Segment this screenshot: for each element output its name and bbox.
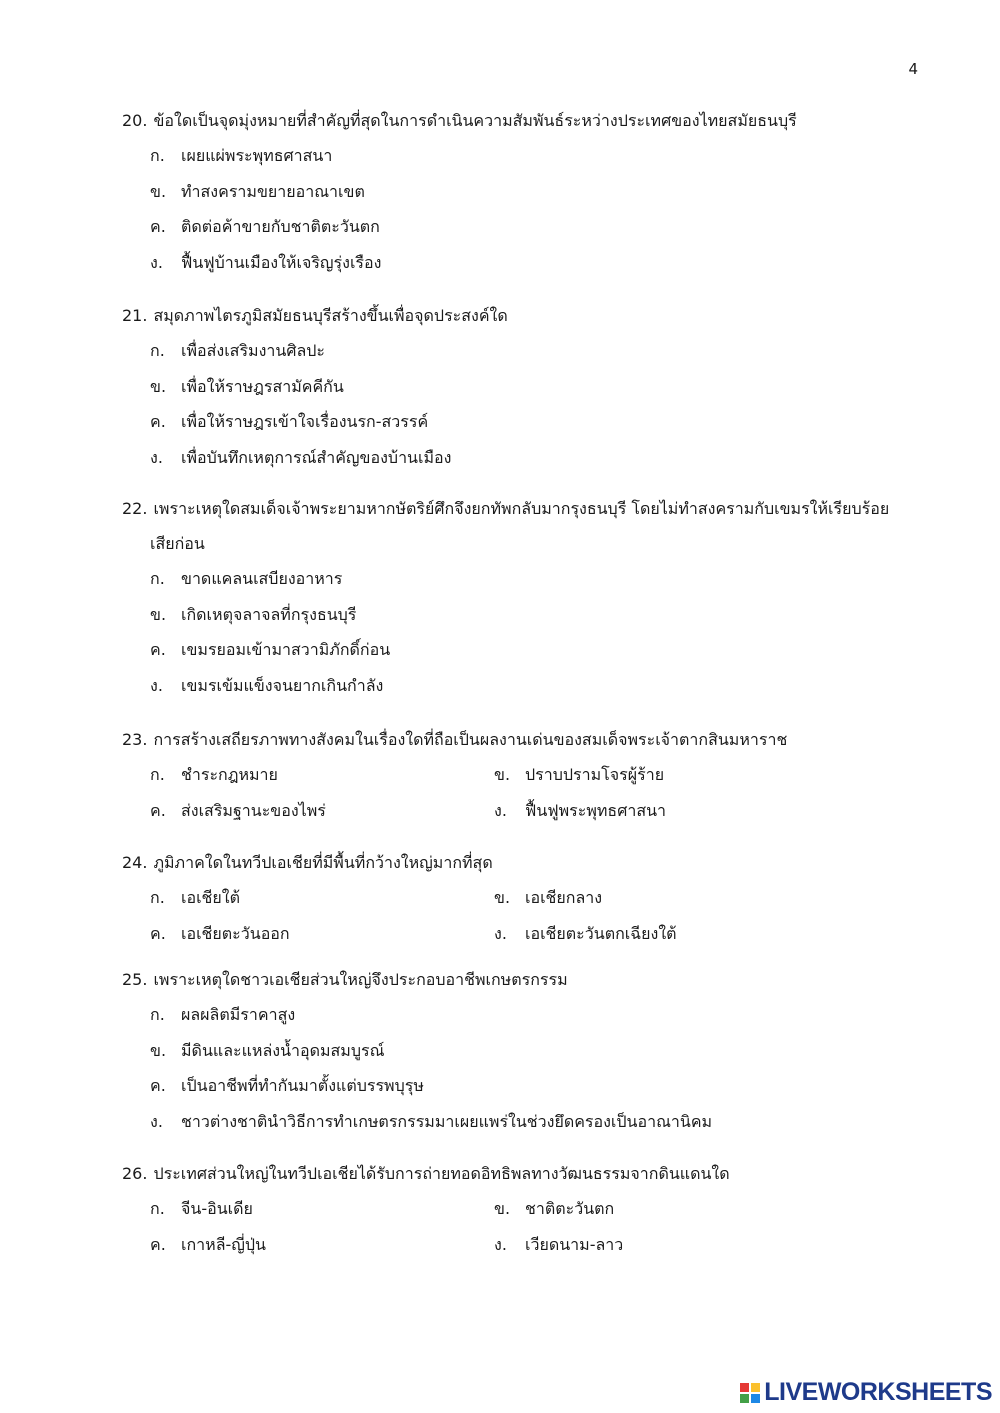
option [150, 1227, 494, 1262]
question-number: 23. [122, 730, 148, 749]
option [494, 1227, 838, 1262]
logo-square [751, 1383, 760, 1392]
option-letter: ข. [150, 604, 167, 624]
question-22 [122, 491, 922, 703]
option-text: เกิดเหตุจลาจลที่กรุงธนบุรี [181, 604, 357, 624]
option [150, 404, 922, 440]
option [150, 209, 922, 245]
option-text: ชำระกฎหมาย [181, 765, 278, 785]
question-number: 22. [122, 499, 148, 518]
option-text: เขมรยอมเข้ามาสวามิภักดิ์ก่อน [181, 640, 391, 660]
option-letter: ก. [150, 1005, 165, 1025]
question-26 [122, 1156, 922, 1262]
option [150, 561, 922, 597]
question-20 [122, 103, 922, 280]
question-number: 21. [122, 306, 148, 325]
question-number: 24. [122, 853, 148, 872]
option [150, 138, 922, 174]
question-number: 25. [122, 970, 148, 989]
option-letter: ง. [150, 447, 163, 467]
option-letter: ก. [150, 569, 165, 589]
option-letter: ข. [494, 765, 511, 785]
option [494, 916, 838, 951]
option-letter: ค. [150, 1234, 166, 1254]
option-letter: ข. [150, 1040, 167, 1060]
option-text: เอเชียใต้ [181, 888, 240, 908]
question-24 [122, 845, 922, 951]
option-letter: ข. [150, 376, 167, 396]
question-text: ประเทศส่วนใหญ่ในทวีปเอเชียได้รับการถ่ายทอดอิทธิพลทางวัฒนธรรมจากดินแดนใด [153, 1164, 730, 1183]
option [150, 333, 922, 369]
option-letter: ค. [150, 640, 166, 660]
option-letter: ก. [150, 341, 165, 361]
option-text: เอเชียกลาง [525, 888, 603, 908]
option-letter: ง. [150, 252, 163, 272]
option-text: ชาติตะวันตก [525, 1199, 615, 1219]
option-text: เอเชียตะวันออก [181, 923, 290, 943]
logo-text: LIVEWORKSHEETS [764, 1378, 992, 1406]
option-text: ส่งเสริมฐานะของไพร่ [181, 800, 326, 820]
option-row [150, 880, 922, 916]
question-text: เพราะเหตุใดชาวเอเชียส่วนใหญ่จึงประกอบอาชีพเกษตรกรรม [153, 970, 568, 989]
option-letter: ข. [494, 888, 511, 908]
option [150, 757, 494, 792]
option-text: มีดินและแหล่งน้ำอุดมสมบูรณ์ [181, 1040, 385, 1060]
question-text: เพราะเหตุใดสมเด็จเจ้าพระยามหากษัตริย์ศึกจึงยกทัพกลับมากรุงธนบุรี โดยไม่ทำสงครามกับเขมรให้เรียบร้อย [153, 499, 890, 518]
option [150, 1033, 922, 1069]
option [494, 793, 838, 828]
question-number: 20. [122, 111, 148, 130]
option-letter: ง. [494, 923, 507, 943]
question-text: ภูมิภาคใดในทวีปเอเชียที่มีพื้นที่กว้างใหญ่มากที่สุด [153, 853, 493, 872]
option-text: เป็นอาชีพที่ทำกันมาตั้งแต่บรรพบุรุษ [181, 1076, 424, 1096]
liveworksheets-logo [740, 1378, 992, 1407]
question-text: สมุดภาพไตรภูมิสมัยธนบุรีสร้างขึ้นเพื่อจุดประสงค์ใด [153, 306, 508, 325]
option-letter: ก. [150, 888, 165, 908]
option [494, 1191, 838, 1226]
option-text: เพื่อให้ราษฎรเข้าใจเรื่องนรก-สวรรค์ [181, 412, 429, 432]
option-letter: ง. [494, 1234, 507, 1254]
option [150, 668, 922, 704]
option-text: เกาหลี-ญี่ปุ่น [181, 1234, 266, 1254]
option-row [150, 793, 922, 829]
option-text: ชาวต่างชาตินำวิธีการทำเกษตรกรรมมาเผยแพร่ในช่วงยึดครองเป็นอาณานิคม [181, 1111, 713, 1131]
option-letter: ค. [150, 217, 166, 237]
option [150, 440, 922, 476]
option-letter: ก. [150, 765, 165, 785]
option [150, 1191, 494, 1226]
question-text: การสร้างเสถียรภาพทางสังคมในเรื่องใดที่ถือเป็นผลงานเด่นของสมเด็จพระเจ้าตากสินมหาราช [153, 730, 788, 749]
option-row [150, 1191, 922, 1227]
option-letter: ค. [150, 1076, 166, 1096]
option-text: ขาดแคลนเสบียงอาหาร [181, 569, 343, 589]
option-text: เพื่อให้ราษฎรสามัคคีกัน [181, 376, 344, 396]
option-letter: ก. [150, 1199, 165, 1219]
option [150, 597, 922, 633]
option-letter: ง. [494, 800, 507, 820]
option [150, 793, 494, 828]
question-25 [122, 962, 922, 1139]
question-number: 26. [122, 1164, 148, 1183]
question-text: ข้อใดเป็นจุดมุ่งหมายที่สำคัญที่สุดในการดำเนินความสัมพันธ์ระหว่างประเทศของไทยสมัยธนบุรี [153, 111, 797, 130]
option-text: ผลผลิตมีราคาสูง [181, 1005, 296, 1025]
option-text: ฟื้นฟูพระพุทธศาสนา [525, 800, 667, 820]
option-letter: ง. [150, 675, 163, 695]
logo-square [740, 1394, 749, 1403]
option [150, 916, 494, 951]
option-letter: ข. [150, 181, 167, 201]
option [494, 880, 838, 915]
option-text: ติดต่อค้าขายกับชาติตะวันตก [181, 217, 380, 237]
option [150, 174, 922, 210]
option [150, 1068, 922, 1104]
option [150, 1104, 922, 1140]
question-text-continued: เสียก่อน [150, 534, 205, 553]
option [150, 245, 922, 281]
liveworksheets-logo-icon [740, 1383, 760, 1403]
option [150, 369, 922, 405]
option-letter: ข. [494, 1199, 511, 1219]
option [150, 880, 494, 915]
option-row [150, 916, 922, 952]
option-letter: ค. [150, 412, 166, 432]
option-letter: ค. [150, 800, 166, 820]
option-text: เขมรเข้มแข็งจนยากเกินกำลัง [181, 675, 384, 695]
option-row [150, 1227, 922, 1263]
option-text: เผยแผ่พระพุทธศาสนา [181, 146, 333, 166]
option [494, 757, 838, 792]
page-number: 4 [908, 60, 918, 78]
logo-square [740, 1383, 749, 1392]
question-23 [122, 722, 922, 828]
option-text: เวียดนาม-ลาว [525, 1234, 624, 1254]
option-text: เพื่อบันทึกเหตุการณ์สำคัญของบ้านเมือง [181, 447, 452, 467]
option-letter: ง. [150, 1111, 163, 1131]
question-21 [122, 298, 922, 475]
option-text: ปราบปรามโจรผู้ร้าย [525, 765, 665, 785]
option-row [150, 757, 922, 793]
option-letter: ค. [150, 923, 166, 943]
option [150, 997, 922, 1033]
option-letter: ก. [150, 146, 165, 166]
option-text: ฟื้นฟูบ้านเมืองให้เจริญรุ่งเรือง [181, 252, 382, 272]
option-text: เอเชียตะวันตกเฉียงใต้ [525, 923, 677, 943]
option-text: ทำสงครามขยายอาณาเขต [181, 181, 365, 201]
option-text: เพื่อส่งเสริมงานศิลปะ [181, 341, 326, 361]
logo-square [751, 1394, 760, 1403]
option-text: จีน-อินเดีย [181, 1199, 253, 1219]
option [150, 632, 922, 668]
